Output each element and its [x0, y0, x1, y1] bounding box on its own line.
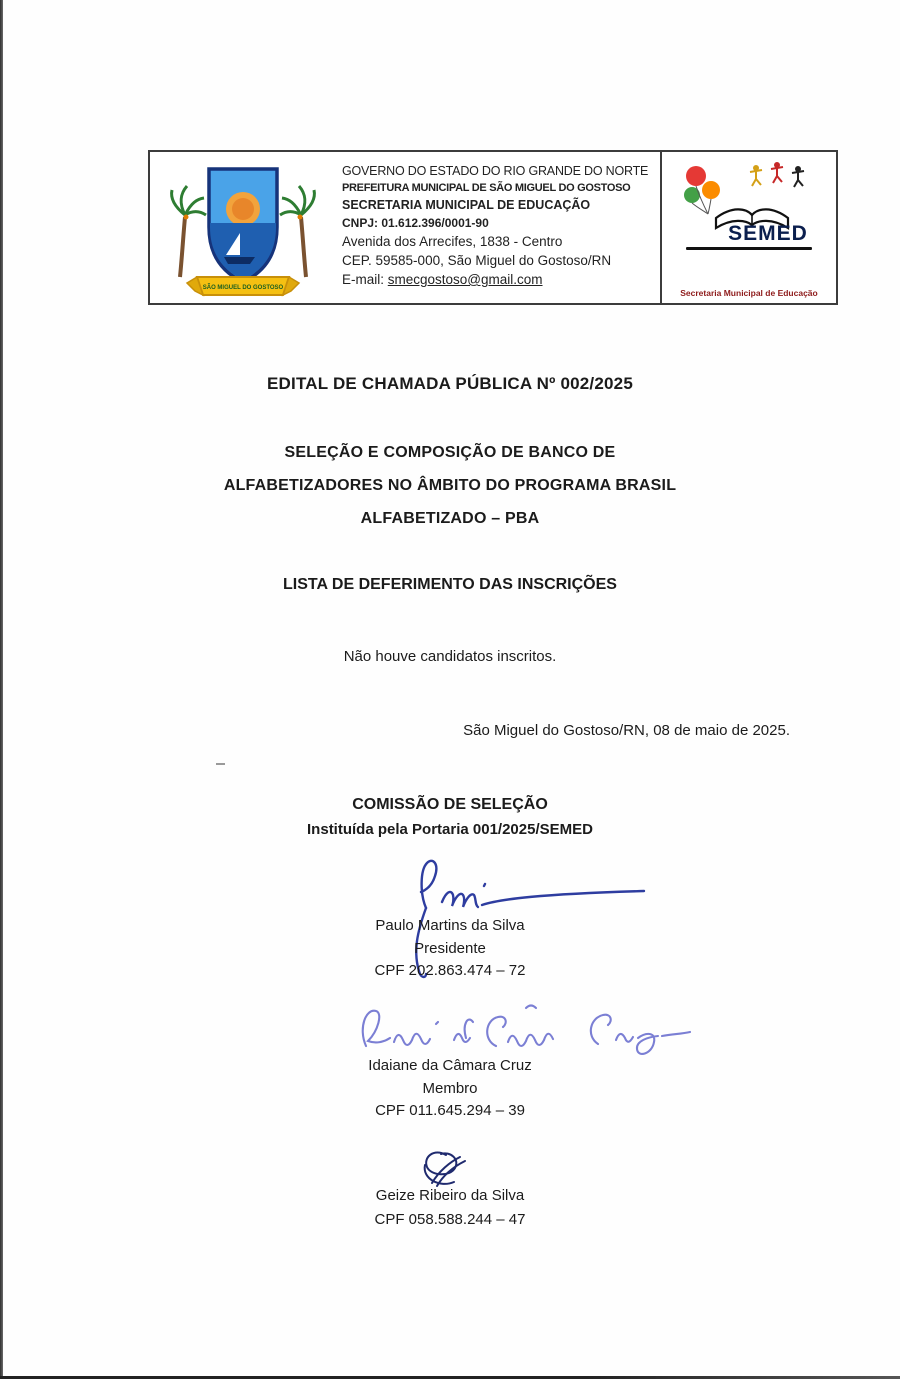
signatory-cpf: CPF 058.588.244 – 47 [374, 1211, 526, 1228]
municipal-coat-of-arms [150, 152, 336, 303]
signatory-name: Paulo Martins da Silva [375, 917, 525, 934]
letterhead-address-block [336, 152, 660, 303]
org-line: PREFEITURA MUNICIPAL DE SÃO MIGUEL DO GOSTOSO [342, 182, 631, 194]
body-text: Não houve candidatos inscritos. [343, 648, 557, 665]
date-line: São Miguel do Gostoso/RN, 08 de maio de 2025. [463, 722, 790, 739]
semed-title: SEMED [728, 222, 808, 245]
semed-subtitle: Secretaria Municipal de Educação [680, 288, 818, 298]
commission-heading [60, 792, 840, 842]
section-title: LISTA DE DEFERIMENTO DAS INSCRIÇÕES [283, 576, 617, 593]
signature-geize-ribeiro [414, 1143, 472, 1189]
org-line: GOVERNO DO ESTADO DO RIO GRANDE DO NORTE [342, 164, 649, 178]
signatory-role: Presidente [414, 940, 486, 957]
coat-banner-text: SÃO MIGUEL DO GOSTOSO [202, 284, 284, 291]
semed-logo [660, 152, 836, 303]
subtitle-line: ALFABETIZADO – PBA [360, 510, 540, 527]
subtitle-line: SELEÇÃO E COMPOSIÇÃO DE BANCO DE [284, 444, 616, 461]
signatory-name: Geize Ribeiro da Silva [375, 1187, 525, 1204]
email-link[interactable]: smecgostoso@gmail.com [387, 272, 543, 287]
signatory-cpf: CPF 011.645.294 – 39 [375, 1102, 525, 1119]
document-title: EDITAL DE CHAMADA PÚBLICA Nº 002/2025 [267, 374, 633, 393]
org-line: CNPJ: 01.612.396/0001-90 [342, 216, 489, 230]
signatory-role: Membro [422, 1080, 478, 1097]
letterhead [148, 150, 838, 305]
signatory-cpf: CPF 202.863.474 – 72 [374, 962, 526, 979]
signatory-name: Idaiane da Câmara Cruz [368, 1057, 532, 1074]
subtitle-line: ALFABETIZADORES NO ÂMBITO DO PROGRAMA BRASIL [223, 477, 677, 494]
coat-of-arms-graphic [167, 157, 319, 299]
email-label: E-mail: [342, 272, 388, 287]
org-line: SECRETARIA MUNICIPAL DE EDUCAÇÃO [342, 198, 591, 212]
scan-artifact-dash [216, 763, 225, 765]
document-subtitle [60, 436, 840, 535]
org-line: CEP. 59585-000, São Miguel do Gostoso/RN [342, 253, 612, 268]
email-line [342, 270, 656, 289]
commission-title: COMISSÃO DE SELEÇÃO [352, 796, 548, 813]
signature-idaiane-camara [350, 998, 698, 1062]
scan-edge-left [0, 0, 3, 1379]
semed-underline [686, 247, 812, 250]
commission-subtitle: Instituída pela Portaria 001/2025/SEMED [307, 821, 593, 838]
org-line: Avenida dos Arrecifes, 1838 - Centro [342, 234, 563, 249]
